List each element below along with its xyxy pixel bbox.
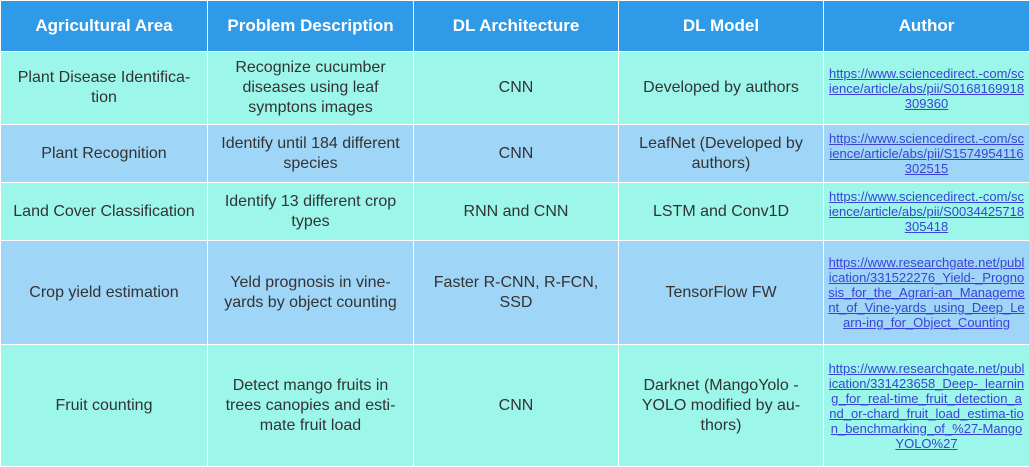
header-dl-model: DL Model — [619, 1, 824, 52]
author-cell — [824, 241, 1029, 345]
dl-model-cell: TensorFlow FW — [619, 241, 824, 345]
dl-model-cell: LeafNet (Developed by authors) — [619, 125, 824, 183]
dl-model-cell: LSTM and Conv1D — [619, 183, 824, 241]
problem-description-cell: Identify 13 different crop types — [208, 183, 414, 241]
author-cell — [824, 183, 1029, 241]
header-dl-architecture: DL Architecture — [414, 1, 619, 52]
header-row — [1, 1, 1029, 52]
author-link[interactable]: https://www.sciencedirect.-com/science/article/abs/pii/S1574954116302515 — [829, 131, 1024, 176]
header-author: Author — [824, 1, 1029, 52]
problem-description-cell: Detect mango fruits in trees canopies and esti-mate fruit load — [208, 345, 414, 467]
table-row — [1, 52, 1029, 125]
problem-description-cell: Recognize cucumber diseases using leaf symptons images — [208, 52, 414, 125]
dl-architecture-cell: CNN — [414, 52, 619, 125]
table-row — [1, 345, 1029, 467]
author-link[interactable]: https://www.sciencedirect.-com/science/article/abs/pii/S0034425718305418 — [829, 189, 1024, 234]
dl-architecture-cell: Faster R-CNN, R-FCN, SSD — [414, 241, 619, 345]
table-row — [1, 125, 1029, 183]
dl-architecture-cell: RNN and CNN — [414, 183, 619, 241]
problem-description-cell: Yeld prognosis in vine-yards by object counting — [208, 241, 414, 345]
agricultural-area-cell: Fruit counting — [1, 345, 208, 467]
author-link[interactable]: https://www.researchgate.net/publication/331522276_Yield-_Prognosis_for_the_Agrari-an_Management_of_Vine-yards_using_Deep_Learn-ing_for_Object_Counting — [828, 255, 1025, 330]
agricultural-area-cell: Plant Disease Identifica-tion — [1, 52, 208, 125]
header-problem-description: Problem Description — [208, 1, 414, 52]
agricultural-area-cell: Land Cover Classification — [1, 183, 208, 241]
author-cell — [824, 52, 1029, 125]
author-link[interactable]: https://www.researchgate.net/publication/331423658_Deep-_learning_for_real-time_fruit_detection_and_or-chard_fruit_load_estima-tion_benchmarking_of_%27-MangoYOLO%27 — [829, 361, 1025, 451]
header-agricultural-area: Agricultural Area — [1, 1, 208, 52]
author-cell — [824, 125, 1029, 183]
table-row — [1, 183, 1029, 241]
table-row — [1, 241, 1029, 345]
dl-model-cell: Developed by authors — [619, 52, 824, 125]
dl-architecture-cell: CNN — [414, 345, 619, 467]
problem-description-cell: Identify until 184 different species — [208, 125, 414, 183]
agricultural-area-cell: Plant Recognition — [1, 125, 208, 183]
author-link[interactable]: https://www.sciencedirect.-com/science/article/abs/pii/S0168169918309360 — [829, 66, 1024, 111]
dl-model-cell: Darknet (MangoYolo - YOLO modified by au-thors) — [619, 345, 824, 467]
dl-architecture-cell: CNN — [414, 125, 619, 183]
author-cell — [824, 345, 1029, 467]
agricultural-area-cell: Crop yield estimation — [1, 241, 208, 345]
